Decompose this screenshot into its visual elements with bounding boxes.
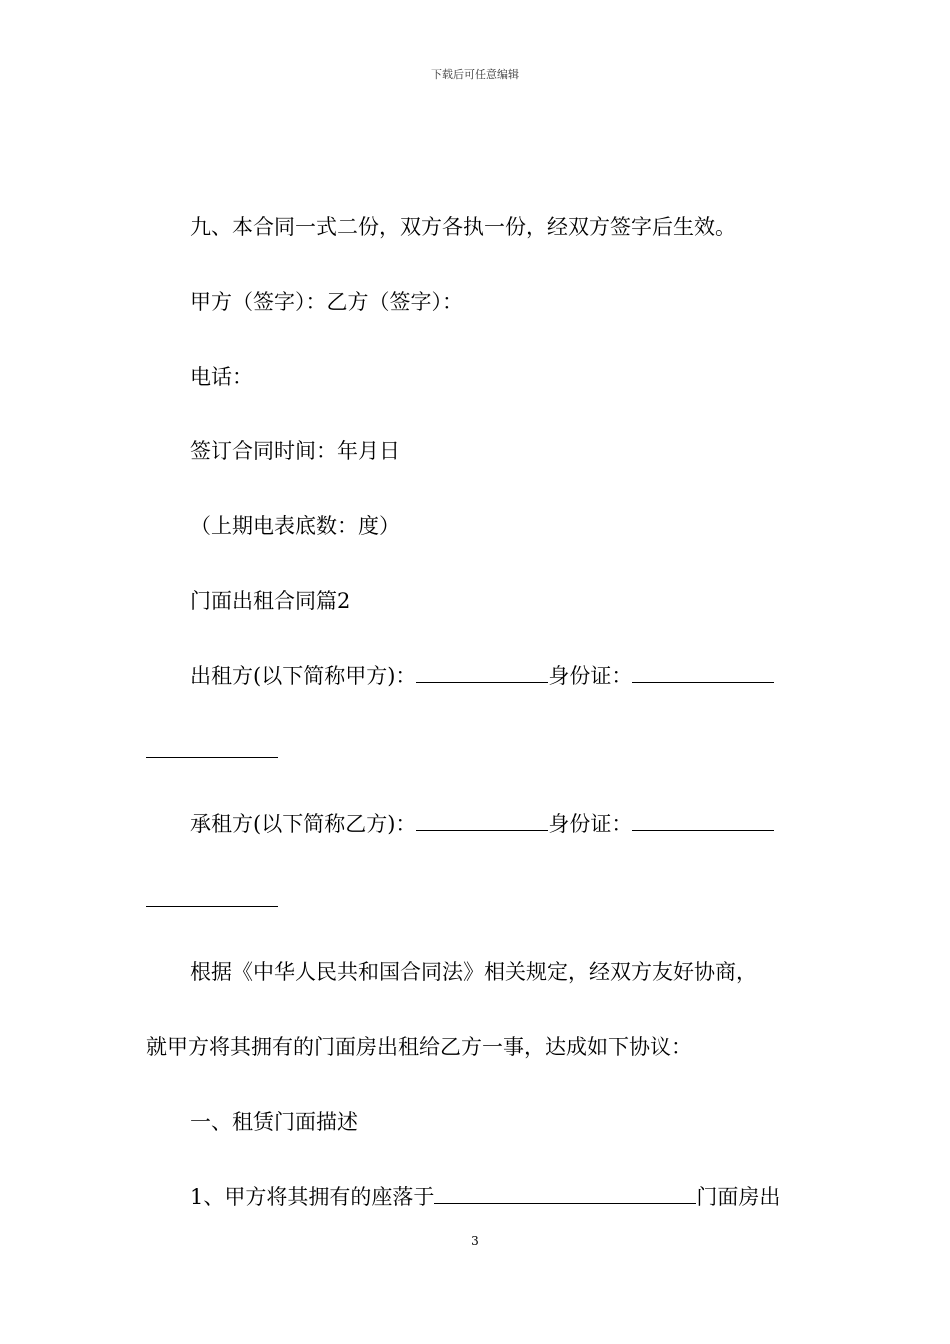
article-one-clause-1 [190,1182,780,1212]
lessor-label: 出租方(以下简称甲方)： [190,664,417,688]
clause-1-text: 1、甲方将其拥有的座落于 [190,1185,435,1209]
preamble-line-2: 就甲方将其拥有的门面房出租给乙方一事，达成如下协议： [146,1035,692,1059]
page-number: 3 [471,1234,479,1248]
lessor-id-label: 身份证： [548,664,633,688]
lessor-name-blank [416,662,548,683]
phone-line: 电话： [190,365,253,389]
lessee-name-blank [416,810,548,831]
lessee-id-label: 身份证： [548,812,633,836]
lessee-id-blank [632,810,774,831]
signing-date-line: 签订合同时间：年月日 [190,439,400,463]
lessee-id-blank-continued [146,906,278,907]
lessee-line [190,809,774,839]
section-title: 门面出租合同篇2 [190,589,351,613]
lessee-label: 承租方(以下简称乙方)： [190,812,417,836]
article-one-title: 一、租赁门面描述 [190,1110,358,1134]
signature-line: 甲方（签字）：乙方（签字）： [190,290,463,314]
page-header: 下载后可任意编辑 [431,68,519,81]
lessor-id-blank-continued [146,757,278,758]
clause-nine: 九、本合同一式二份，双方各执一份，经双方签字后生效。 [190,215,736,239]
lessor-line [190,661,774,691]
clause-1-text-end: 门面房出 [696,1185,781,1209]
lessor-id-blank [632,662,774,683]
location-blank [434,1183,696,1204]
meter-reading-line: （上期电表底数：度） [190,514,400,538]
preamble-line-1: 根据《中华人民共和国合同法》相关规定，经双方友好协商， [190,960,757,984]
